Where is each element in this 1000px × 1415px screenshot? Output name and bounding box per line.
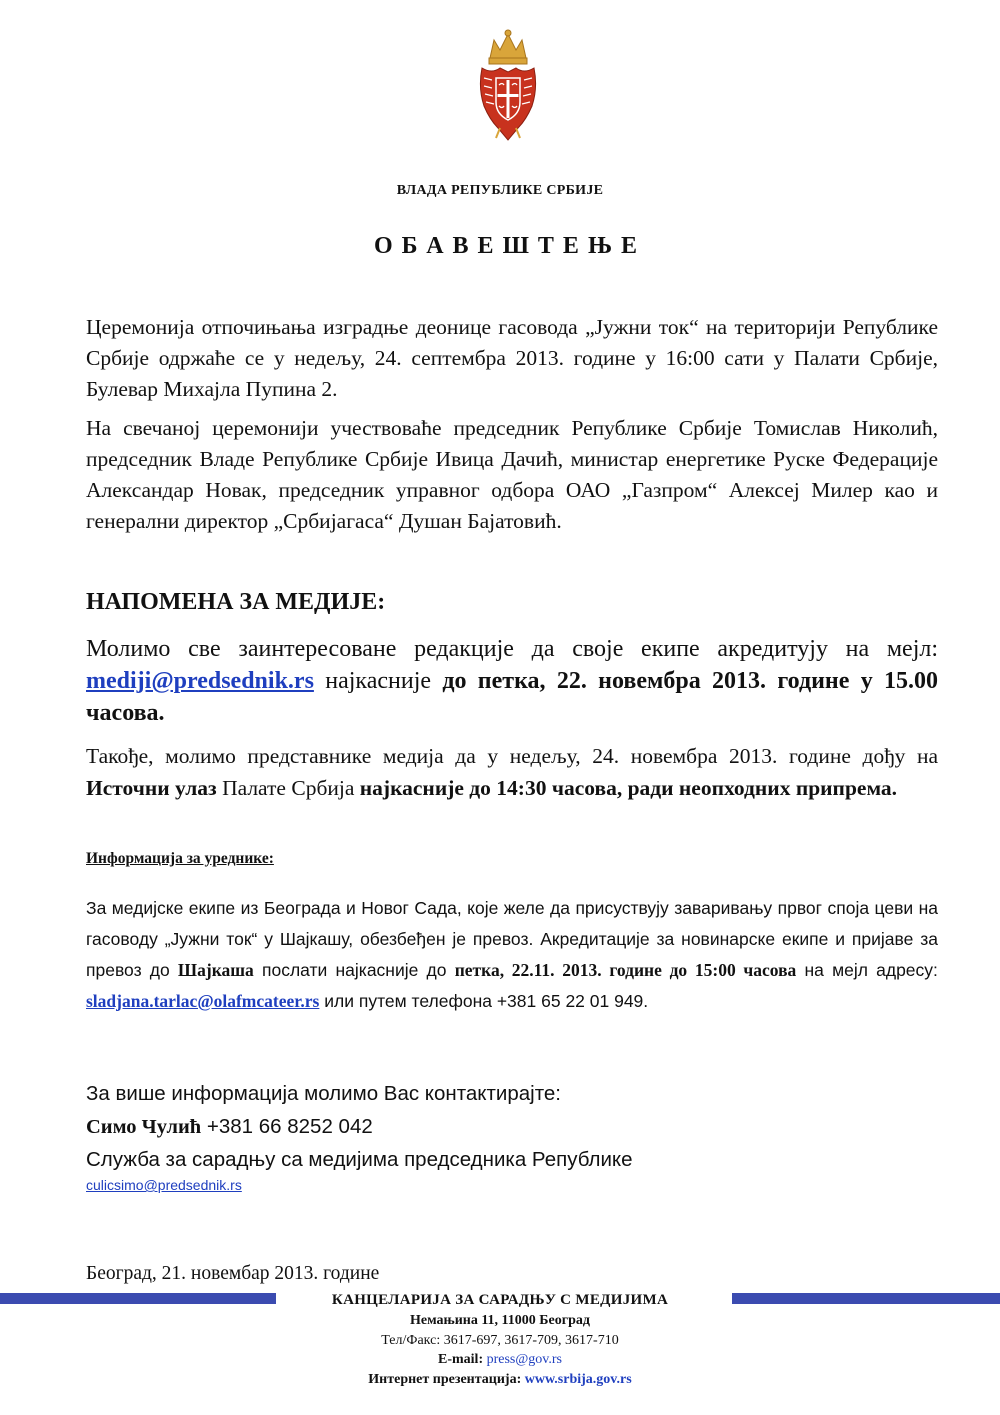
email-label: на мејл адресу:: [804, 960, 938, 980]
transport-text: За медијске екипе из Београда и Новог Сада, које желе да присуствују заваривању првог споја цеви на гасоводу „Јужни ток“ у Шајкашу, обезбеђен је превоз. Акредитације за новинарске екипе и пријаве за превоз до: [86, 898, 938, 980]
accreditation-text: Молимо све заинтересоване редакције да своје екипе акредитују на мејл:: [86, 636, 938, 662]
document-title: ОБАВЕШТЕЊЕ: [374, 233, 646, 259]
place-text: Шајкаша: [177, 960, 254, 980]
footer-web-label: Интернет презентација:: [368, 1372, 522, 1387]
document-date: Београд, 21. новембар 2013. године: [86, 1263, 380, 1284]
paragraph-accreditation: [86, 633, 938, 729]
transport-email-link[interactable]: sladjana.tarlac@olafmcateer.rs: [86, 991, 320, 1011]
contact-email-link[interactable]: culicsimo@predsednik.rs: [86, 1177, 242, 1193]
contact-phone: +381 66 8252 042: [206, 1115, 373, 1138]
palace-text: Палате Србија: [222, 776, 355, 800]
institution-name: ВЛАДА РЕПУБЛИКЕ СРБИЈЕ: [396, 183, 604, 198]
deadline-prefix: најкасније: [325, 668, 432, 694]
editors-heading: Информација за уреднике:: [86, 850, 274, 867]
deadline-label: послати најкасније до: [262, 960, 447, 980]
footer-address: Немањина 11, 11000 Београд: [410, 1313, 590, 1328]
entrance-text: Источни улаз: [86, 776, 217, 800]
coat-of-arms-icon: [476, 28, 540, 144]
footer-email-label: E-mail:: [438, 1352, 484, 1367]
arrival-text: Такође, молимо представнике медија да у недељу, 24. новембра 2013. године дођу на: [86, 744, 938, 768]
accreditation-email-link[interactable]: mediji@predsednik.rs: [86, 668, 314, 694]
footer-email-link[interactable]: press@gov.rs: [486, 1352, 562, 1367]
paragraph-ceremony: Церемонија отпочињања изградње деонице гасовода „Јужни ток“ на територији Републике Србије одржаће се у недељу, 24. септембра 2013. године у 16:00 сати у Палати Србије, Булевар Михајла Пупина 2.: [86, 315, 938, 401]
paragraph-transport: [86, 893, 938, 1017]
media-note-heading: НАПОМЕНА ЗА МЕДИЈЕ:: [86, 589, 386, 615]
deadline-text: до петка, 22. новембра 2013. године у 15.00 часова.: [86, 668, 939, 726]
transport-deadline: петка, 22.11. 2013. године до 15:00 часова: [454, 960, 797, 980]
contact-service: Служба за сарадњу са медијима председника Републике: [86, 1148, 633, 1171]
contact-name: Симо Чулић: [86, 1116, 202, 1138]
footer-email: [0, 1352, 1000, 1368]
footer-web: [0, 1372, 1000, 1388]
paragraph-arrival: [86, 740, 938, 804]
footer-web-link[interactable]: www.srbija.gov.rs: [524, 1372, 632, 1387]
footer-office: КАНЦЕЛАРИЈА ЗА САРАДЊУ С МЕДИЈИМА: [331, 1292, 669, 1308]
contact-person: [86, 1115, 373, 1139]
paragraph-participants: На свечаној церемонији учествоваће председник Републике Србије Томислав Николић, председник Владе Републике Србије Ивица Дачић, министар енергетике Руске Федерације Александар Новак, председник управног одбора ОАО „Газпром“ Алексеј Милер као и генерални директор „Србијагаса“ Душан Бајатовић.: [86, 416, 938, 533]
arrival-deadline: најкасније до 14:30 часова, ради неопходних припрема.: [359, 776, 898, 800]
footer-phone: Тел/Факс: 3617-697, 3617-709, 3617-710: [381, 1333, 619, 1348]
phone-text: или путем телефона +381 65 22 01 949.: [324, 991, 649, 1011]
contact-intro: За више информација молимо Вас контактирајте:: [86, 1082, 561, 1105]
